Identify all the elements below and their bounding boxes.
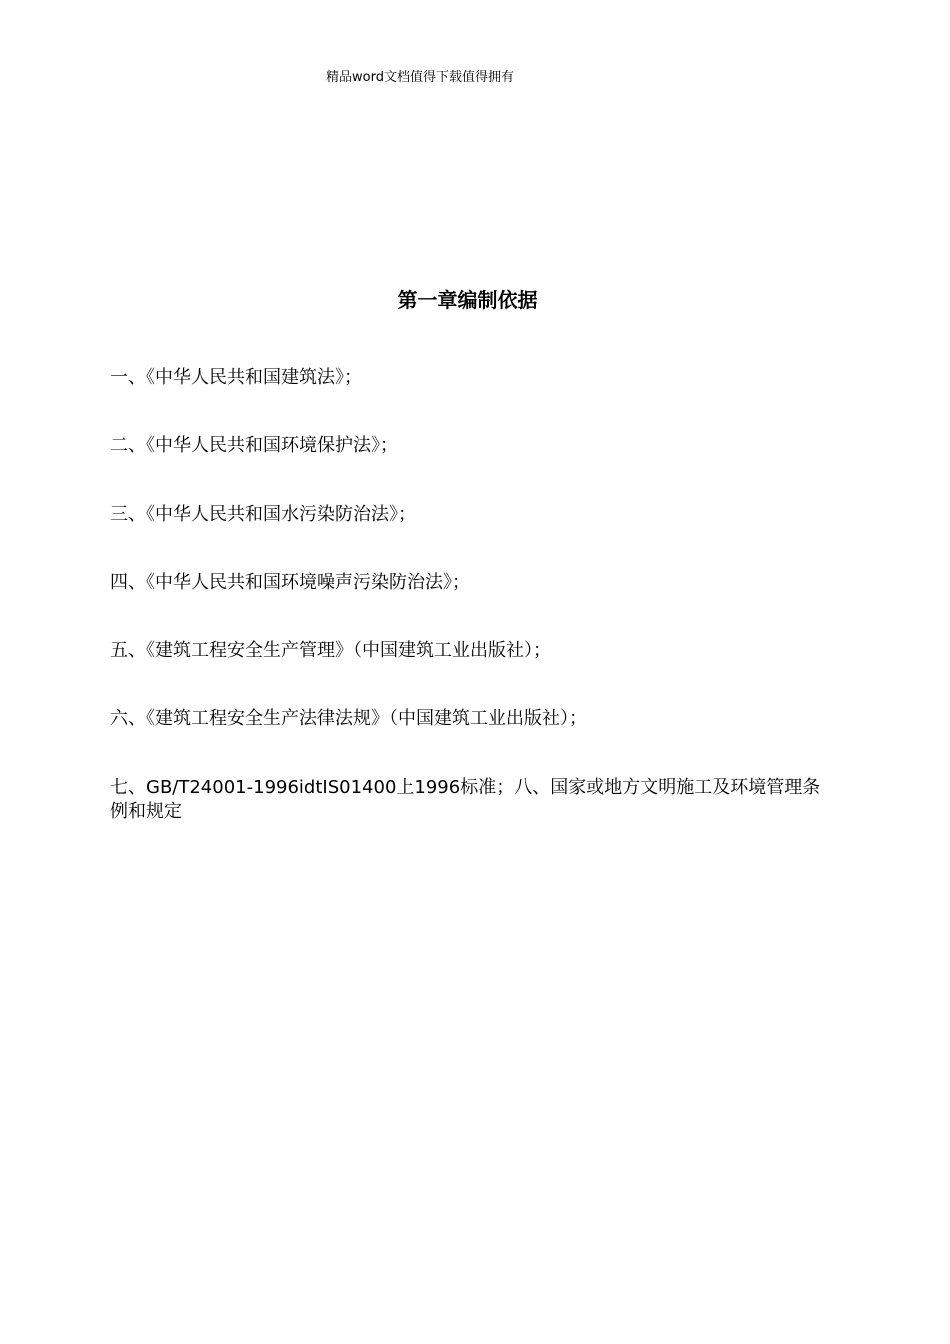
list-item: 三、《中华人民共和国水污染防治法》； (110, 504, 416, 525)
list-item: 二、《中华人民共和国环境保护法》； (110, 435, 398, 456)
list-item: 一、《中华人民共和国建筑法》； (110, 367, 362, 388)
list-item: 四、《中华人民共和国环境噪声污染防治法》； (110, 572, 470, 593)
list-item: 五、《建筑工程安全生产管理》（中国建筑工业出版社）； (110, 640, 551, 661)
list-item: 七、GB/T24001-1996idtIS01400上1996标准；八、国家或地方文明施工及环境管理条例和规定 (110, 777, 821, 822)
list-item: 六、《建筑工程安全生产法律法规》（中国建筑工业出版社）； (110, 708, 587, 729)
chapter-title: 第一章编制依据 (397, 288, 538, 312)
page-header: 精品word文档值得下载值得拥有 (326, 70, 514, 85)
